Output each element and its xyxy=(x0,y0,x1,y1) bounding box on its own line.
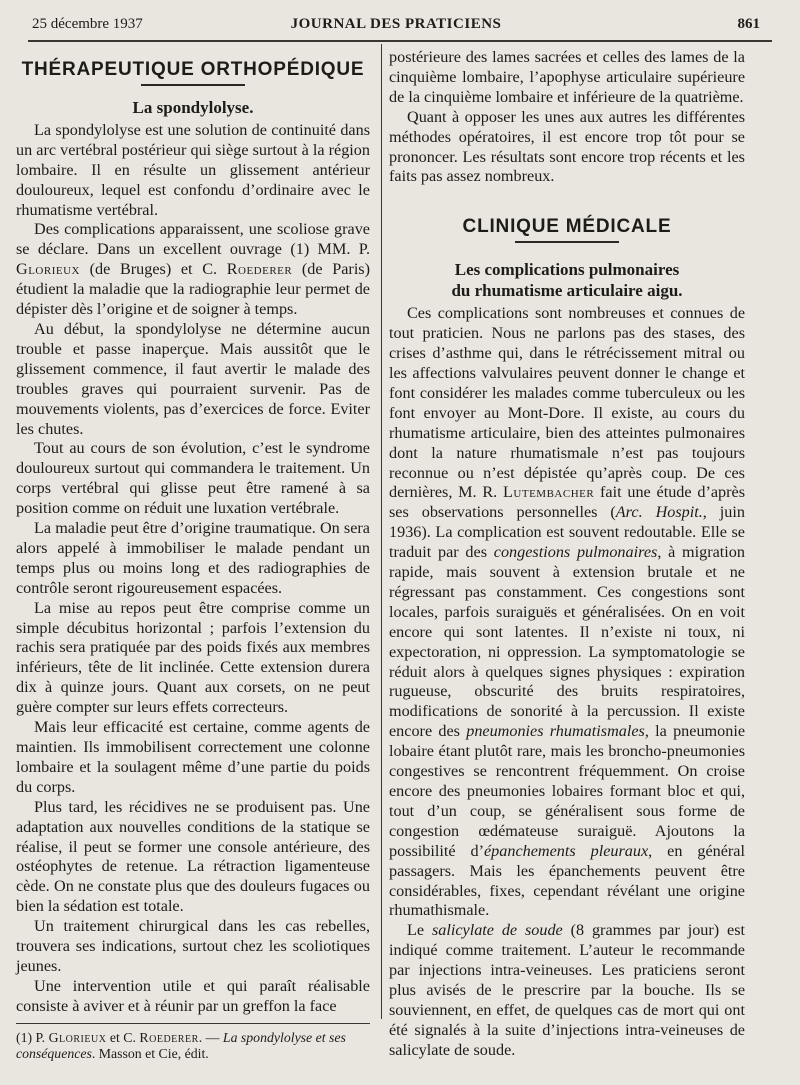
book-title: La spondylolyse et ses conséquences xyxy=(16,1029,346,1061)
article-title-complications: Les complications pulmonaires du rhumatisme articulaire aigu. xyxy=(451,260,683,301)
paragraph: Des complications apparaissent, une scoliose grave se déclare. Dans un excellent ouvrage (1) MM. P. Glorieux (de Bruges) et C. Roederer (de Paris) étudient la maladie que la radiographie leur permet de dépister dès l’origine et de soigner à temps. xyxy=(16,220,371,319)
section-rule xyxy=(515,241,619,243)
paragraph: Un traitement chirurgical dans les cas rebelles, trouvera ses indications, surtout chez les scoliotiques jeunes. xyxy=(16,917,370,975)
paragraph: Le salicylate de soude (8 grammes par jour) est indiqué comme traitement. L’auteur le recommande par injections intra-veineuses. Les praticiens seront plus avisés de le prescrire par la bouche. Ils se souviennent, en effet, de quelques cas de mort qui ont été signalés à la suite d’injections intra-veineuses de salicylate de soude. xyxy=(389,921,746,1059)
paragraph: Plus tard, les récidives ne se produisent pas. Une adaptation aux nouvelles conditions de la statique se réalise, il peut se former une console antérieure, des ostéophytes de retenue. La rétraction ligamenteuse cède. On ne constate plus que des douleurs fugaces ou bien la sédation est totale. xyxy=(16,797,370,916)
paragraph: Mais leur efficacité est certaine, comme agents de maintien. Ils immobilisent correctement une colonne lombaire et la soulagent même d’une partie du poids du corps. xyxy=(16,718,370,796)
author-name: Roederer xyxy=(226,260,293,279)
paragraph: Au début, la spondylolyse ne détermine aucun trouble et passe inaperçue. Mais aussitôt que le glissement commence, il faut avertir le malade des troubles graves qui pourraient survenir. Pas de mouvements violents, pas d’exercices de force. Eviter les chutes. xyxy=(16,319,370,438)
paragraph: Tout au cours de son évolution, c’est le syndrome douloureux surtout qui commandera le traitement. Un corps vertébral qui glisse peut être ramené à sa position comme on réduit une luxation vertébrale. xyxy=(16,439,370,518)
page-number: 861 xyxy=(737,16,760,32)
paragraph: Ces complications sont nombreuses et connues de tout praticien. Nous ne parlons pas des stases, des crises d’asthme qui, dans le rétrécissement mitral ou les affections valvulaires peuvent donner le change et font considérer les malades comme tuberculeux ou les font envoyer au Mont-Dore. Il existe, au cours du rhumatisme articulaire, bien des atteintes pulmonaires dont la nature rhumatismale n’est pas toujours reconnue ou n’est dépistée qu’après coup. De ces dernières, M. R. Lutembacher fait une étude d’après ses observations personnelles (Arc. Hospit., juin 1936). La complication est souvent redoutable. Elle se traduit par des congestions pulmonaires, à migration rapide, mais souvent à extension brutale et ne régressant pas constamment. Ces congestions sont locales, parfois suraiguës et généralisées. On en voit encore qui sont latentes. Il n’existe ni toux, ni expectoration, ni oppression. La symptomatologie se réduit alors à quelques signes physiques : expiration rugueuse, obscurité des bruits respiratoires, modifications de sonorité à la percussion. Il existe encore des pneumonies rhumatismales, la pneumonie lobaire étant plutôt rare, mais les broncho-pneumonies congestives se rencontrent fréquemment. On croise encore des pneumonies lobaires formant bloc et qui, tout d’un coup, se généralisent sous forme de congestion œdémateuse suraiguë. Ajoutons la possibilité d’épanchements pleuraux, en général passagers. Mais les épanchements peuvent être considérables, fixes, cependant révélant une origine rhumathismale. xyxy=(389,304,745,920)
paragraph: Une intervention utile et qui paraît réalisable consiste à aviver et à réunir par un greffon la face xyxy=(16,976,370,1015)
article-title-spondylolyse: La spondylolyse. xyxy=(132,97,254,117)
author-name: Glorieux xyxy=(16,260,80,279)
paragraph: La spondylolyse est une solution de continuité dans un arc vertébral postérieur qui siège surtout à la région lombaire. Il en résulte un glissement antérieur douloureux, lequel est confondu d’ordinaire avec le rhumatisme vertébral. xyxy=(16,120,370,219)
footnote: (1) P. Glorieux et C. Roederer. — La spondylolyse et ses conséquences. Masson et Cie, édit. xyxy=(16,1029,346,1061)
journal-title: JOURNAL DES PRATICIENS xyxy=(290,16,502,32)
section-rule xyxy=(141,84,245,86)
paragraph-continuation: postérieure des lames sacrées et celles des lames de la cinquième lombaire, l’apophyse articulaire supérieure de la cinquième lombaire et inférieure de la quatrième. xyxy=(389,48,745,106)
journal-reference: Arc. Hospit. xyxy=(615,503,703,522)
header-rule xyxy=(28,40,772,42)
paragraph: La maladie peut être d’origine traumatique. On sera alors appelé à immobiliser le malade pendant un temps plus ou moins long et des radiographies de contrôle seront rigoureusement espacées. xyxy=(16,519,370,597)
paragraph: Quant à opposer les unes aux autres les différentes méthodes opératoires, il est encore trop tôt pour se prononcer. Les résultats sont encore trop récents et les faits pas assez nombreux. xyxy=(389,107,745,186)
left-column xyxy=(16,48,370,1062)
running-header xyxy=(32,14,760,36)
section-title-clinique: CLINIQUE MÉDICALE xyxy=(462,216,672,238)
footnote-rule xyxy=(16,1023,370,1024)
column-divider xyxy=(381,44,382,1019)
issue-date: 25 décembre 1937 xyxy=(32,16,143,32)
author-name: Lutembacher xyxy=(503,483,595,502)
right-column xyxy=(389,48,745,1061)
section-title-orthopedie: THÉRAPEUTIQUE ORTHOPÉDIQUE xyxy=(21,59,365,80)
paragraph: La mise au repos peut être comprise comme un simple décubitus horizontal ; parfois l’extension du rachis sera pratiquée par des poids fixés aux membres inférieurs, tête de lit inclinée. Cette extension durera dix à quinze jours. Quant aux corsets, on ne peut guère compter sur leurs effets correcteurs. xyxy=(16,598,370,717)
